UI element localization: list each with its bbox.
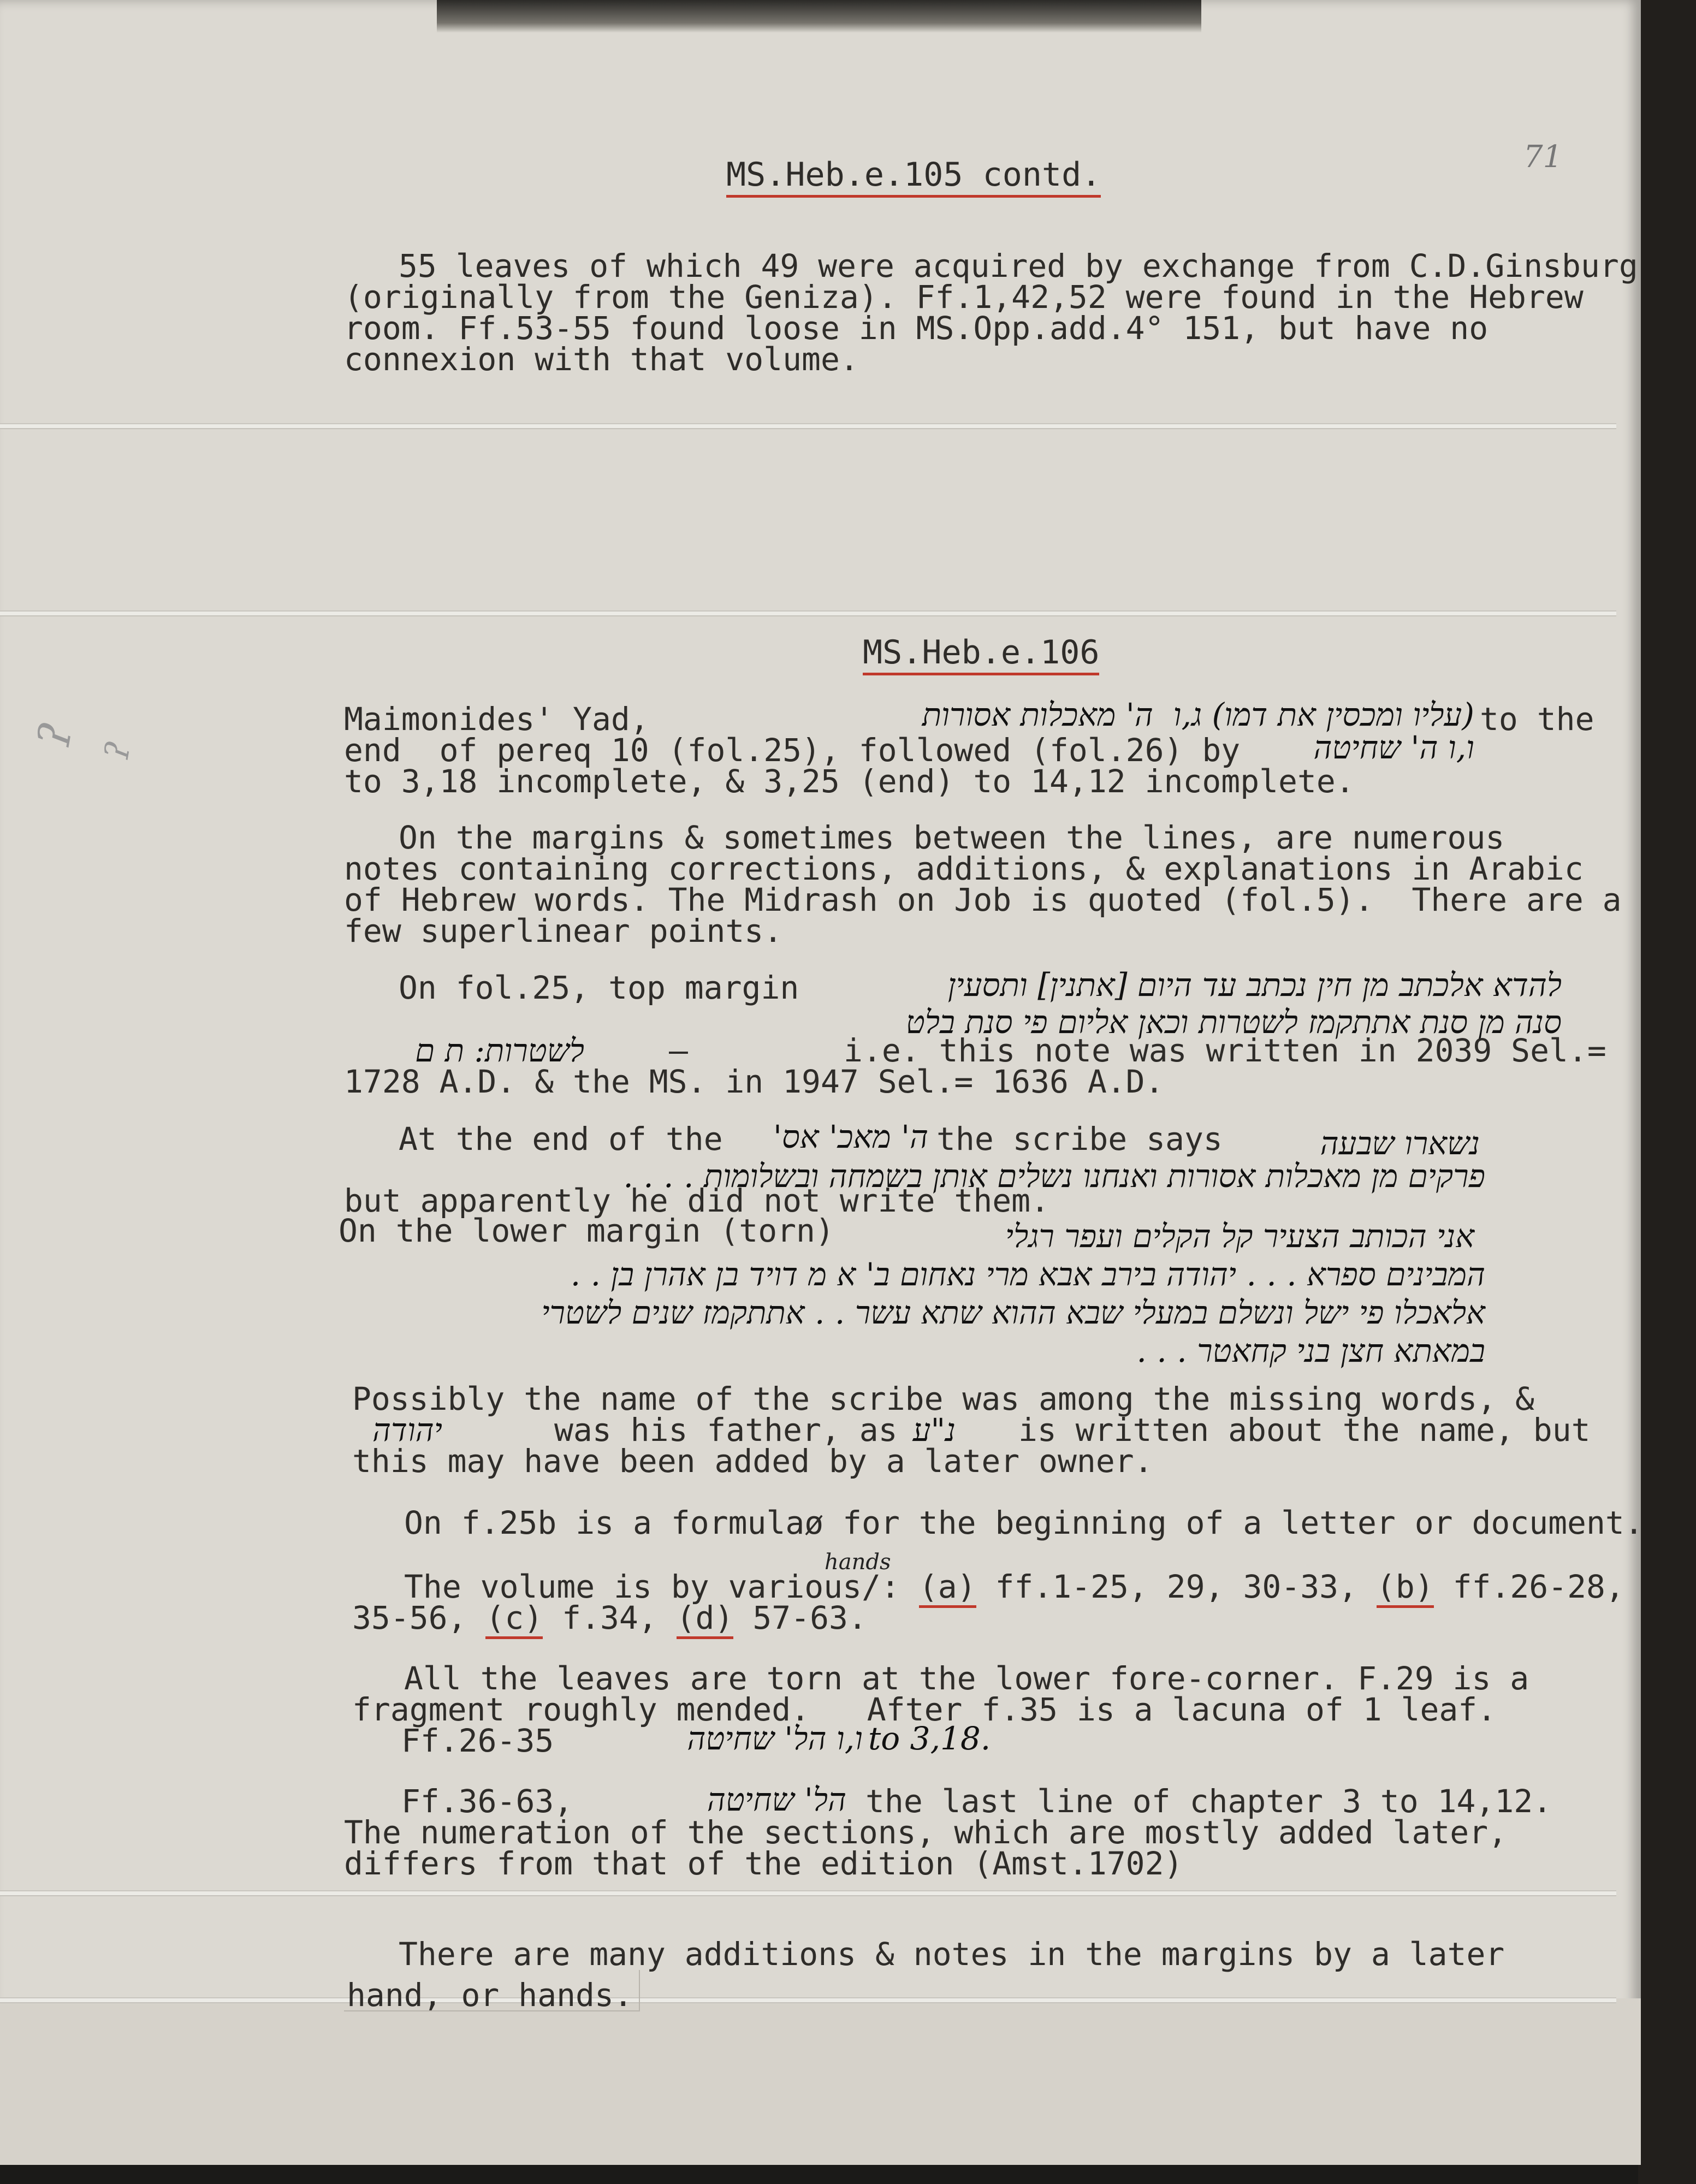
text-line: to the — [1480, 701, 1594, 738]
text-line: differs from that of the edition (Amst.1702) — [344, 1845, 1183, 1882]
slip-edge — [0, 1890, 1616, 1896]
margin-pencil-note: ʔ — [28, 719, 82, 751]
text-line — [352, 1599, 867, 1636]
text-line: room. Ff.53-55 found loose in MS.Opp.add.4° 151, but have no — [344, 310, 1489, 347]
text-line: hand, or hands. — [347, 1977, 633, 2014]
text-line: 1728 A.D. & the MS. in 1947 Sel.= 1636 A.D. — [344, 1063, 1164, 1100]
hebrew-handwriting: אני הכותב הצעיר קל הקלים ועפר רגלי — [1005, 1218, 1474, 1255]
text-line: fragment roughly mended. After f.35 is a lacuna of 1 leaf. — [352, 1691, 1497, 1728]
text-line: Possibly the name of the scribe was among the missing words, & — [352, 1380, 1534, 1417]
text-line: 55 leaves of which 49 were acquired by exchange from C.D.Ginsburg — [399, 247, 1638, 284]
hebrew-handwriting: המבינים ספרא . . . יהודה בירב אבא מרי נאחום ב' א מ דויד בן אהרן בן . . — [570, 1256, 1485, 1293]
text-run: The volume is by various — [404, 1568, 862, 1605]
hebrew-handwriting: לשטרות: ת ם — [415, 1032, 584, 1069]
text-line: All the leaves are torn at the lower fore-corner. F.29 is a — [404, 1660, 1529, 1697]
hebrew-handwriting: אלאכלו פי ישל ונשלם במעלי שבא ההוא שתא עשר . . אתתקמז שנים לשטרי — [541, 1294, 1485, 1331]
text-line: but apparently he did not write them. — [344, 1182, 1050, 1219]
margin-pencil-note: ʔ — [97, 739, 139, 763]
text-run: ff.26-28, — [1433, 1568, 1624, 1605]
hebrew-handwriting: להדא אלכתב מן חין נכתב עד היום [אתנין] ותסעין — [947, 966, 1562, 1004]
pasted-slip-bottom — [0, 1998, 1641, 2165]
text-line: At the end of the — [399, 1120, 723, 1158]
heading-shelfmark: MS.Heb.e.105 contd. — [726, 156, 1101, 198]
hebrew-handwriting: ו,ו הל' שחיטה — [687, 1720, 863, 1757]
slip-edge — [0, 1997, 1616, 2003]
text-line: this may have been added by a later owner. — [352, 1443, 1153, 1480]
hebrew-handwriting: פרקים מן מאכלות אסורות ואנחנו נשלים אותן בשמחה ובשלומות . . . . — [623, 1158, 1485, 1195]
hand-letter-c: (c) — [485, 1599, 543, 1639]
hebrew-handwriting: יהודה — [372, 1411, 442, 1449]
text-line: On fol.25, top margin — [399, 969, 799, 1006]
slip-edge — [0, 423, 1616, 429]
text-line: Ff.26-35 — [401, 1722, 554, 1759]
hand-letter-d: (d) — [677, 1599, 734, 1639]
slip-edge — [0, 610, 1616, 616]
caret-mark: /: — [862, 1568, 900, 1605]
text-line: i.e. this note was written in 2039 Sel.= — [844, 1032, 1606, 1069]
text-line: the last line of chapter 3 to 14,12. — [865, 1783, 1552, 1820]
hebrew-handwriting: נ"ע — [912, 1411, 956, 1449]
heading-shelfmark: MS.Heb.e.106 — [863, 633, 1099, 675]
text-line: end of pereq 10 (fol.25), followed (fol.26) by — [344, 732, 1241, 769]
handwritten-reference: to 3,18. — [868, 1720, 991, 1757]
text-line: On the lower margin (torn) — [339, 1212, 834, 1249]
text-line: is written about the name, but — [1018, 1411, 1591, 1449]
text-line: On the margins & sometimes between the lines, are numerous — [399, 819, 1505, 856]
previous-page-edge — [437, 0, 1201, 33]
text-line: few superlinear points. — [344, 912, 783, 949]
hebrew-handwriting: ו,ו ה' שחיטה — [1313, 729, 1474, 766]
text-line: Ff.36-63, — [401, 1783, 573, 1820]
text-line — [404, 1568, 1624, 1605]
hand-letter-a: (a) — [919, 1568, 976, 1608]
text-run: ff.1-25, 29, 30-33, — [976, 1568, 1377, 1605]
page-number: 71 — [1523, 139, 1563, 175]
hebrew-handwriting: סנה מן סנת אתתקמז לשטרות וכאן אליום פי סנת בלט — [905, 1004, 1562, 1041]
text-run: f.34, — [543, 1599, 677, 1636]
text-line: to 3,18 incomplete, & 3,25 (end) to 14,12 incomplete. — [344, 763, 1355, 800]
text-line: – — [669, 1032, 688, 1069]
text-line: was his father, as — [554, 1411, 898, 1449]
hebrew-handwriting: הל' שחיטה — [707, 1781, 846, 1818]
text-line: notes containing corrections, additions, & explanations in Arabic — [344, 850, 1584, 887]
text-line: (originally from the Geniza). Ff.1,42,52 were found in the Hebrew — [344, 278, 1584, 316]
text-run: 57-63. — [733, 1599, 867, 1636]
hebrew-handwriting: נשארו שבעה — [1320, 1125, 1480, 1162]
section-heading — [863, 633, 1099, 672]
text-line: of Hebrew words. The Midrash on Job is quoted (fol.5). There are a — [344, 881, 1622, 918]
text-run: 35-56, — [352, 1599, 486, 1636]
section-heading — [726, 156, 1101, 194]
text-line: The numeration of the sections, which are mostly added later, — [344, 1814, 1508, 1851]
text-line: Maimonides' Yad, — [344, 701, 649, 738]
book-binding — [1638, 0, 1696, 2184]
text-line: connexion with that volume. — [344, 341, 859, 378]
handwritten-insertion: hands — [825, 1550, 891, 1575]
text-line: On f.25b is a formulaø for the beginning of a letter or document. — [404, 1504, 1644, 1541]
hebrew-handwriting: (עליו ומכסין את דמו) ג,ו ה' מאכלות אסורות — [922, 696, 1474, 733]
hebrew-handwriting: ה' מאכ' אס' — [773, 1118, 928, 1155]
hebrew-handwriting: במאתא חצן בני קחאטר . . . — [1136, 1332, 1485, 1369]
text-line: There are many additions & notes in the margins by a later — [399, 1936, 1505, 1973]
hand-letter-b: (b) — [1377, 1568, 1434, 1608]
text-line: the scribe says — [936, 1120, 1223, 1158]
